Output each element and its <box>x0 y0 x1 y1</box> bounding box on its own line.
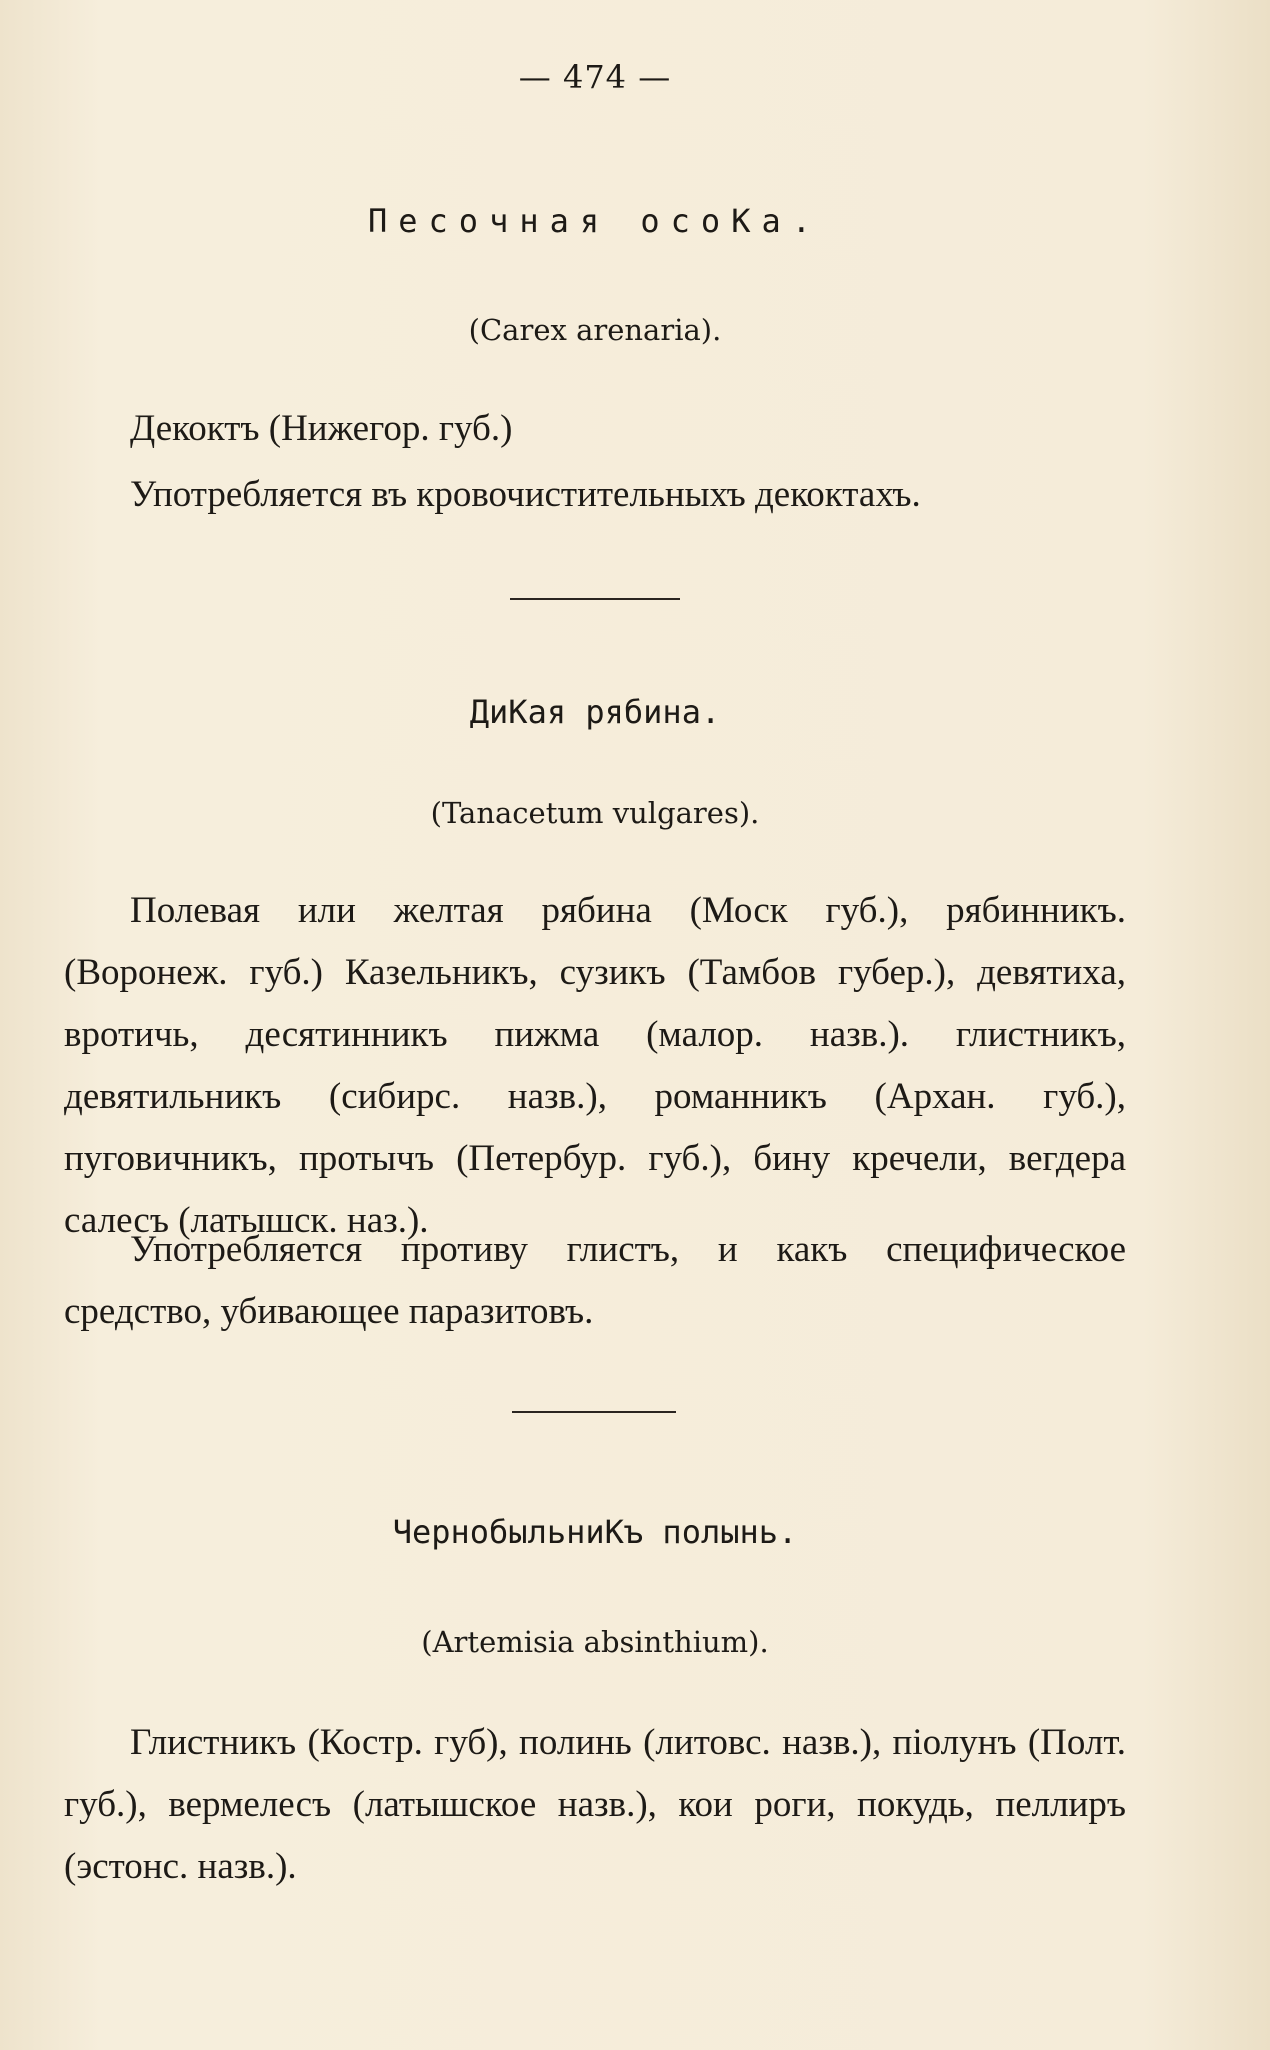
section-latin-wild-tansy: (Tanacetum vulgares). <box>430 796 760 830</box>
section-title-wormwood: ЧернобыльниКъ полынь. <box>392 1513 798 1551</box>
section-title-sand-sedge: Песочная осоКа. <box>368 202 822 240</box>
paragraph: Употребляется въ кровочистительныхъ декоктахъ. <box>130 474 921 515</box>
section-title-wild-tansy: ДиКая рябина. <box>469 693 721 731</box>
page-number: — 474 — <box>518 58 672 96</box>
section-latin-wormwood: (Artemisia absinthium). <box>421 1625 769 1659</box>
paragraph: Декоктъ (Нижегор. губ.) <box>130 408 513 449</box>
section-latin-sand-sedge: (Carex arenaria). <box>468 313 722 347</box>
paragraph: Употребляется противу глистъ, и какъ специфическое средство, убивающее паразитовъ. <box>64 1229 1126 1332</box>
paragraph: Глистникъ (Костр. губ), полинь (литовс. назв.), піолунъ (Полт. губ.), вермелесъ (латышское назв.), кои роги, покудь, пеллиръ (эстонс. назв.). <box>64 1722 1126 1887</box>
divider <box>510 598 680 600</box>
paragraph: Полевая или желтая рябина (Моск губ.), рябинникъ. (Воронеж. губ.) Казельникъ, сузикъ (Тамбов губер.), девятиха, вротичь, десятинникъ пижма (малор. назв.). глистникъ, девятильникъ (сибирс. назв.), романникъ (Архан. губ.), пуговичникъ, протычъ (Петербур. губ.), бину кречели, вегдера салесъ (латышск. наз.). <box>64 890 1126 1241</box>
divider <box>512 1411 676 1413</box>
